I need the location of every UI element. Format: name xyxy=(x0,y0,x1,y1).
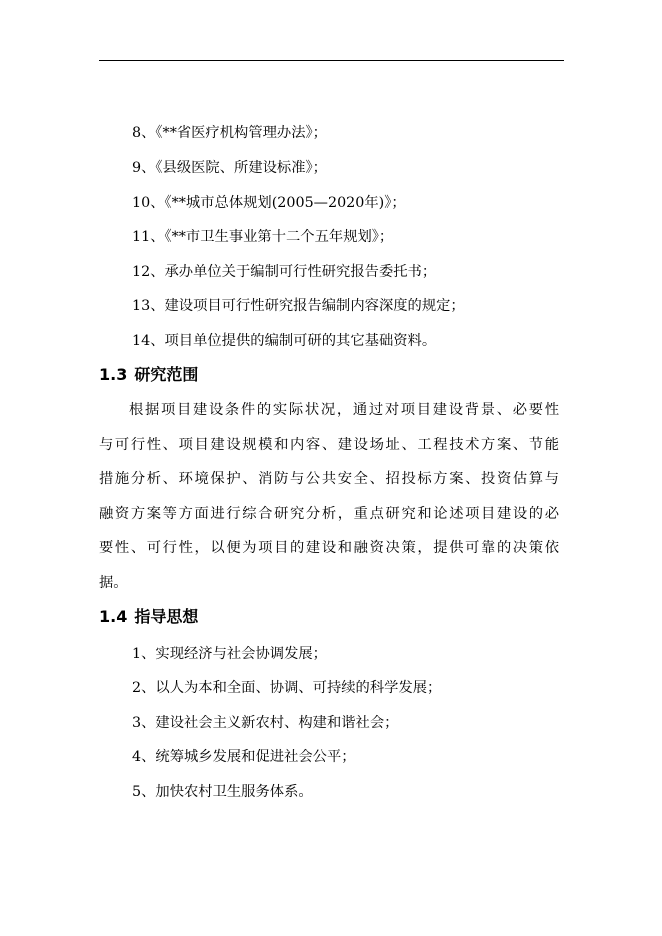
paragraph-line: 措施分析、环境保护、消防与公共安全、招投标方案、投资估算与 xyxy=(99,471,559,487)
section-number: 1.3 xyxy=(99,365,128,384)
section-number: 1.4 xyxy=(99,607,128,626)
paragraph-line: 融资方案等方面进行综合研究分析，重点研究和论述项目建设的必 xyxy=(99,505,559,522)
section-1-3-paragraph xyxy=(99,400,559,607)
principle-item: 3、建设社会主义新农村、构建和谐社会； xyxy=(132,715,399,731)
principle-item: 5、加快农村卫生服务体系。 xyxy=(132,784,313,800)
reference-item: 13、建设项目可行性研究报告编制内容深度的规定； xyxy=(132,298,465,314)
principle-item: 1、实现经济与社会协调发展； xyxy=(132,646,327,662)
reference-item: 12、承办单位关于编制可行性研究报告委托书； xyxy=(132,264,437,280)
paragraph-line: 据。 xyxy=(99,574,128,591)
header-rule xyxy=(99,60,564,61)
principle-item: 2、以人为本和全面、协调、可持续的科学发展； xyxy=(132,680,442,696)
principle-item: 4、统筹城乡发展和促进社会公平； xyxy=(132,749,356,765)
paragraph-line: 根据项目建设条件的实际状况，通过对项目建设背景、必要性 xyxy=(129,402,559,418)
reference-item: 14、项目单位提供的编制可研的其它基础资料。 xyxy=(132,333,437,349)
section-heading-1-3 xyxy=(99,364,198,386)
section-heading-1-4 xyxy=(99,606,198,628)
reference-item: 11、《**市卫生事业第十二个五年规划》； xyxy=(132,229,394,245)
paragraph-line: 与可行性、项目建设规模和内容、建设场址、工程技术方案、节能 xyxy=(99,436,559,453)
section-title: 研究范围 xyxy=(134,365,199,384)
reference-item: 10、《**城市总体规划(2005—2020年)》； xyxy=(132,195,406,211)
section-title: 指导思想 xyxy=(134,607,199,626)
reference-item: 9、《县级医院、所建设标准》； xyxy=(132,160,327,176)
paragraph-line: 要性、可行性，以便为项目的建设和融资决策，提供可靠的决策依 xyxy=(99,540,559,556)
reference-item: 8、《**省医疗机构管理办法》； xyxy=(132,125,327,141)
